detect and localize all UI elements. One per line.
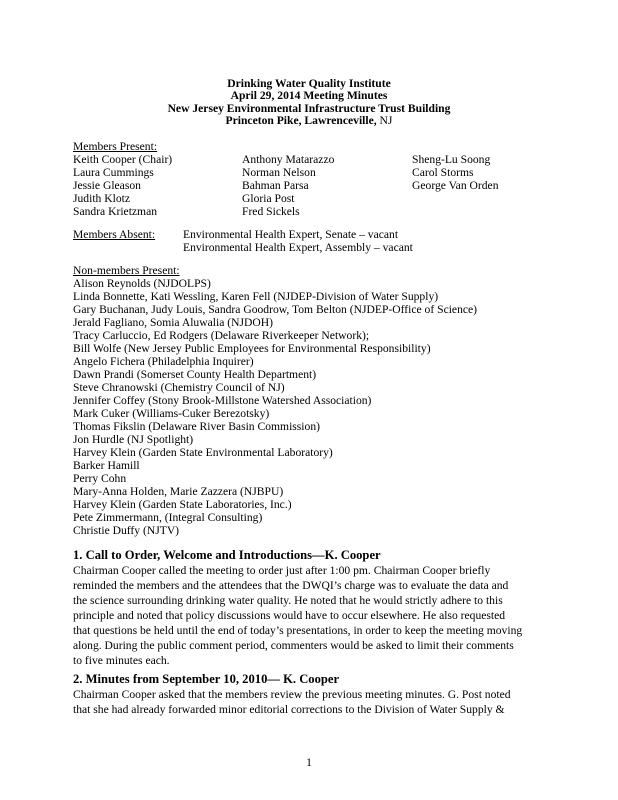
members-absent-label: Members Absent: — [73, 228, 156, 241]
member-name: Gloria Post — [242, 192, 295, 205]
attendee-entry: Harvey Klein (Garden State Environmental Laboratory) — [73, 446, 333, 459]
section-1-title: 1. Call to Order, Welcome and Introductions—K. Cooper — [73, 548, 381, 562]
paragraph-line: the science surrounding drinking water quality. He noted that he would strictly adhere to this — [73, 594, 503, 607]
paragraph-line: reminded the members and the attendees that the DWQI’s charge was to evaluate the data and — [73, 579, 509, 592]
member-name: Keith Cooper (Chair) — [73, 153, 173, 166]
paragraph-line: Chairman Cooper asked that the members review the previous meeting minutes. G. Post noted — [73, 688, 511, 701]
location-street: Princeton Pike, Lawrenceville, — [225, 114, 377, 128]
paragraph-line: to five minutes each. — [73, 654, 170, 667]
institute-title: Drinking Water Quality Institute — [227, 77, 391, 90]
attendee-entry: Dawn Prandi (Somerset County Health Department) — [73, 368, 317, 381]
attendee-entry: Christie Duffy (NJTV) — [73, 524, 180, 537]
attendee-entry: Barker Hamill — [73, 459, 140, 472]
member-name: Norman Nelson — [242, 166, 316, 179]
member-name: Fred Sickels — [242, 205, 300, 218]
member-name: Bahman Parsa — [242, 179, 309, 192]
attendee-entry: Linda Bonnette, Kati Wessling, Karen Fell (NJDEP-Division of Water Supply) — [73, 290, 439, 303]
document-header — [0, 78, 618, 128]
meeting-location — [0, 115, 618, 127]
attendee-entry: Gary Buchanan, Judy Louis, Sandra Goodrow, Tom Belton (NJDEP-Office of Science) — [73, 303, 478, 316]
members-present-label: Members Present: — [73, 140, 158, 153]
absent-entry: Environmental Health Expert, Senate – vacant — [183, 228, 399, 241]
paragraph-line: that questions be held until the end of today’s presentations, in order to keep the meeting moving — [73, 624, 523, 637]
paragraph-line: Chairman Cooper called the meeting to order just after 1:00 pm. Chairman Cooper briefly — [73, 564, 491, 577]
attendee-entry: Angelo Fichera (Philadelphia Inquirer) — [73, 355, 254, 368]
member-name: George Van Orden — [412, 179, 499, 192]
member-name: Judith Klotz — [73, 192, 131, 205]
location-state: NJ — [376, 114, 393, 128]
member-name: Carol Storms — [412, 166, 474, 179]
member-name: Sandra Krietzman — [73, 205, 158, 218]
attendee-entry: Jon Hurdle (NJ Spotlight) — [73, 433, 194, 446]
paragraph-line: along. During the public comment period, commenters would be asked to limit their comments — [73, 639, 514, 652]
attendee-entry: Pete Zimmermann, (Integral Consulting) — [73, 511, 263, 524]
attendee-entry: Jennifer Coffey (Stony Brook-Millstone Watershed Association) — [73, 394, 372, 407]
attendee-entry: Jerald Fagliano, Somia Aluwalia (NJDOH) — [73, 316, 273, 329]
section-2-body — [73, 687, 553, 717]
page-number: 1 — [306, 756, 312, 769]
member-name: Jessie Gleason — [73, 179, 141, 192]
section-1-body — [73, 563, 553, 668]
paragraph-line: that she had already forwarded minor editorial corrections to the Division of Water Supply & — [73, 703, 505, 716]
attendee-entry: Mary-Anna Holden, Marie Zazzera (NJBPU) — [73, 485, 284, 498]
attendee-entry: Mark Cuker (Williams-Cuker Berezotsky) — [73, 407, 270, 420]
attendee-entry: Alison Reynolds (NJDOLPS) — [73, 277, 211, 290]
meeting-date: April 29, 2014 Meeting Minutes — [230, 89, 388, 103]
attendee-entry: Bill Wolfe (New Jersey Public Employees for Environmental Responsibility) — [73, 342, 431, 355]
member-name: Anthony Matarazzo — [242, 153, 335, 166]
member-name: Laura Cummings — [73, 166, 154, 179]
attendee-entry: Tracy Carluccio, Ed Rodgers (Delaware Riverkeeper Network); — [73, 329, 370, 342]
attendee-entry: Perry Cohn — [73, 472, 127, 485]
attendee-entry: Thomas Fikslin (Delaware River Basin Commission) — [73, 420, 320, 433]
attendee-entry: Harvey Klein (Garden State Laboratories, Inc.) — [73, 498, 292, 511]
member-name: Sheng-Lu Soong — [412, 153, 491, 166]
attendee-entry: Steve Chranowski (Chemistry Council of NJ) — [73, 381, 285, 394]
meeting-building: New Jersey Environmental Infrastructure Trust Building — [167, 101, 451, 115]
non-members-label: Non-members Present: — [73, 264, 180, 277]
paragraph-line: principle and noted that policy discussions would have to occur elsewhere. He also requested — [73, 609, 506, 622]
absent-entry: Environmental Health Expert, Assembly – vacant — [183, 241, 413, 254]
section-2-title: 2. Minutes from September 10, 2010— K. Cooper — [73, 672, 340, 686]
